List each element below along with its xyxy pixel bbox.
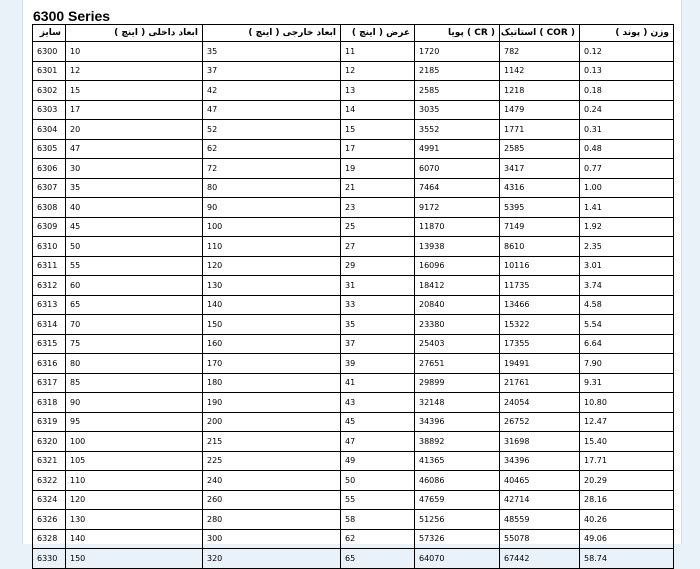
table-header-row bbox=[33, 25, 674, 42]
table-cell: 110 bbox=[203, 237, 341, 257]
table-cell: 49 bbox=[341, 451, 415, 471]
table-cell: 47 bbox=[66, 139, 203, 159]
table-cell: 29 bbox=[341, 256, 415, 276]
table-cell: 34396 bbox=[415, 412, 500, 432]
table-cell: 0.12 bbox=[580, 42, 674, 62]
table-row bbox=[33, 412, 674, 432]
table-cell: 100 bbox=[66, 432, 203, 452]
table-cell: 10116 bbox=[500, 256, 580, 276]
column-header: ابعاد خارجی ( اینچ ) bbox=[203, 25, 341, 42]
table-cell: 1479 bbox=[500, 100, 580, 120]
table-cell: 33 bbox=[341, 295, 415, 315]
table-cell: 17.71 bbox=[580, 451, 674, 471]
table-cell: 120 bbox=[203, 256, 341, 276]
table-cell: 28.16 bbox=[580, 490, 674, 510]
table-cell: 6313 bbox=[33, 295, 66, 315]
table-cell: 40.26 bbox=[580, 510, 674, 530]
table-row bbox=[33, 256, 674, 276]
table-cell: 55 bbox=[341, 490, 415, 510]
table-row bbox=[33, 315, 674, 335]
table-row bbox=[33, 334, 674, 354]
table-cell: 25403 bbox=[415, 334, 500, 354]
table-cell: 6315 bbox=[33, 334, 66, 354]
table-cell: 35 bbox=[66, 178, 203, 198]
table-cell: 64070 bbox=[415, 549, 500, 569]
table-cell: 27 bbox=[341, 237, 415, 257]
table-cell: 6300 bbox=[33, 42, 66, 62]
table-cell: 67442 bbox=[500, 549, 580, 569]
table-cell: 1.92 bbox=[580, 217, 674, 237]
table-cell: 6328 bbox=[33, 529, 66, 549]
table-cell: 120 bbox=[66, 490, 203, 510]
table-row bbox=[33, 198, 674, 218]
table-cell: 7149 bbox=[500, 217, 580, 237]
table-cell: 24054 bbox=[500, 393, 580, 413]
table-cell: 10 bbox=[66, 42, 203, 62]
table-cell: 14 bbox=[341, 100, 415, 120]
table-row bbox=[33, 354, 674, 374]
table-cell: 62 bbox=[203, 139, 341, 159]
table-cell: 782 bbox=[500, 42, 580, 62]
table-cell: 38892 bbox=[415, 432, 500, 452]
table-cell: 41 bbox=[341, 373, 415, 393]
table-cell: 6317 bbox=[33, 373, 66, 393]
table-cell: 170 bbox=[203, 354, 341, 374]
table-cell: 1142 bbox=[500, 61, 580, 81]
table-cell: 31 bbox=[341, 276, 415, 296]
table-cell: 7.90 bbox=[580, 354, 674, 374]
column-header: استاتیک ( COR ) bbox=[500, 25, 580, 42]
table-row bbox=[33, 237, 674, 257]
table-cell: 0.13 bbox=[580, 61, 674, 81]
column-header: ابعاد داخلی ( اینچ ) bbox=[66, 25, 203, 42]
table-cell: 130 bbox=[66, 510, 203, 530]
table-cell: 15.40 bbox=[580, 432, 674, 452]
table-cell: 150 bbox=[66, 549, 203, 569]
table-row bbox=[33, 373, 674, 393]
table-cell: 39 bbox=[341, 354, 415, 374]
table-cell: 95 bbox=[66, 412, 203, 432]
table-cell: 140 bbox=[203, 295, 341, 315]
table-row bbox=[33, 490, 674, 510]
table-cell: 15 bbox=[341, 120, 415, 140]
table-cell: 43 bbox=[341, 393, 415, 413]
table-cell: 52 bbox=[203, 120, 341, 140]
table-cell: 6070 bbox=[415, 159, 500, 179]
table-row bbox=[33, 529, 674, 549]
table-cell: 20.29 bbox=[580, 471, 674, 491]
table-cell: 260 bbox=[203, 490, 341, 510]
table-cell: 3.74 bbox=[580, 276, 674, 296]
table-cell: 12 bbox=[66, 61, 203, 81]
table-cell: 13938 bbox=[415, 237, 500, 257]
document-page bbox=[22, 0, 682, 563]
table-cell: 6321 bbox=[33, 451, 66, 471]
table-cell: 25 bbox=[341, 217, 415, 237]
table-cell: 50 bbox=[66, 237, 203, 257]
table-cell: 1.00 bbox=[580, 178, 674, 198]
table-cell: 6308 bbox=[33, 198, 66, 218]
table-cell: 62 bbox=[341, 529, 415, 549]
table-cell: 32148 bbox=[415, 393, 500, 413]
table-cell: 6304 bbox=[33, 120, 66, 140]
table-cell: 11735 bbox=[500, 276, 580, 296]
table-cell: 11 bbox=[341, 42, 415, 62]
table-cell: 47 bbox=[341, 432, 415, 452]
table-cell: 0.77 bbox=[580, 159, 674, 179]
table-cell: 23 bbox=[341, 198, 415, 218]
table-cell: 8610 bbox=[500, 237, 580, 257]
table-cell: 17 bbox=[341, 139, 415, 159]
table-cell: 50 bbox=[341, 471, 415, 491]
table-cell: 215 bbox=[203, 432, 341, 452]
table-cell: 180 bbox=[203, 373, 341, 393]
table-cell: 17 bbox=[66, 100, 203, 120]
table-cell: 240 bbox=[203, 471, 341, 491]
bearing-spec-table bbox=[32, 24, 674, 569]
table-cell: 58.74 bbox=[580, 549, 674, 569]
table-cell: 90 bbox=[66, 393, 203, 413]
table-cell: 280 bbox=[203, 510, 341, 530]
table-cell: 41365 bbox=[415, 451, 500, 471]
table-cell: 105 bbox=[66, 451, 203, 471]
table-row bbox=[33, 276, 674, 296]
table-cell: 31698 bbox=[500, 432, 580, 452]
table-cell: 29899 bbox=[415, 373, 500, 393]
table-cell: 6318 bbox=[33, 393, 66, 413]
table-cell: 9.31 bbox=[580, 373, 674, 393]
table-cell: 6307 bbox=[33, 178, 66, 198]
table-cell: 65 bbox=[66, 295, 203, 315]
table-cell: 70 bbox=[66, 315, 203, 335]
table-cell: 9172 bbox=[415, 198, 500, 218]
table-cell: 110 bbox=[66, 471, 203, 491]
table-cell: 300 bbox=[203, 529, 341, 549]
table-cell: 0.24 bbox=[580, 100, 674, 120]
table-cell: 4316 bbox=[500, 178, 580, 198]
table-row bbox=[33, 510, 674, 530]
table-cell: 3.01 bbox=[580, 256, 674, 276]
table-cell: 45 bbox=[341, 412, 415, 432]
table-cell: 6316 bbox=[33, 354, 66, 374]
table-cell: 80 bbox=[66, 354, 203, 374]
table-cell: 26752 bbox=[500, 412, 580, 432]
table-cell: 85 bbox=[66, 373, 203, 393]
table-row bbox=[33, 159, 674, 179]
table-cell: 20840 bbox=[415, 295, 500, 315]
table-cell: 12.47 bbox=[580, 412, 674, 432]
table-cell: 2.35 bbox=[580, 237, 674, 257]
table-cell: 49.06 bbox=[580, 529, 674, 549]
table-cell: 42714 bbox=[500, 490, 580, 510]
table-cell: 42 bbox=[203, 81, 341, 101]
table-cell: 6320 bbox=[33, 432, 66, 452]
table-cell: 15322 bbox=[500, 315, 580, 335]
table-cell: 21 bbox=[341, 178, 415, 198]
table-cell: 75 bbox=[66, 334, 203, 354]
table-cell: 6306 bbox=[33, 159, 66, 179]
column-header: سایز bbox=[33, 25, 66, 42]
table-cell: 200 bbox=[203, 412, 341, 432]
table-cell: 65 bbox=[341, 549, 415, 569]
table-cell: 6301 bbox=[33, 61, 66, 81]
table-cell: 55 bbox=[66, 256, 203, 276]
table-cell: 19 bbox=[341, 159, 415, 179]
table-cell: 4.58 bbox=[580, 295, 674, 315]
table-cell: 6326 bbox=[33, 510, 66, 530]
table-cell: 2585 bbox=[415, 81, 500, 101]
table-cell: 4991 bbox=[415, 139, 500, 159]
table-row bbox=[33, 451, 674, 471]
table-cell: 1.41 bbox=[580, 198, 674, 218]
column-header: پویا ( CR ) bbox=[415, 25, 500, 42]
table-row bbox=[33, 100, 674, 120]
table-cell: 3552 bbox=[415, 120, 500, 140]
table-cell: 2185 bbox=[415, 61, 500, 81]
table-cell: 19491 bbox=[500, 354, 580, 374]
table-cell: 1771 bbox=[500, 120, 580, 140]
table-cell: 6.64 bbox=[580, 334, 674, 354]
table-cell: 6312 bbox=[33, 276, 66, 296]
table-cell: 80 bbox=[203, 178, 341, 198]
table-cell: 16096 bbox=[415, 256, 500, 276]
table-row bbox=[33, 178, 674, 198]
page-title: 6300 Series bbox=[33, 8, 111, 24]
table-cell: 6310 bbox=[33, 237, 66, 257]
table-cell: 13 bbox=[341, 81, 415, 101]
table-cell: 0.18 bbox=[580, 81, 674, 101]
table-cell: 150 bbox=[203, 315, 341, 335]
table-cell: 51256 bbox=[415, 510, 500, 530]
table-cell: 130 bbox=[203, 276, 341, 296]
table-cell: 10.80 bbox=[580, 393, 674, 413]
table-cell: 6302 bbox=[33, 81, 66, 101]
table-cell: 37 bbox=[203, 61, 341, 81]
table-cell: 27651 bbox=[415, 354, 500, 374]
table-body bbox=[33, 42, 674, 569]
table-cell: 48559 bbox=[500, 510, 580, 530]
table-cell: 35 bbox=[203, 42, 341, 62]
table-cell: 1218 bbox=[500, 81, 580, 101]
table-cell: 190 bbox=[203, 393, 341, 413]
table-cell: 3417 bbox=[500, 159, 580, 179]
table-cell: 5395 bbox=[500, 198, 580, 218]
table-cell: 60 bbox=[66, 276, 203, 296]
table-cell: 6303 bbox=[33, 100, 66, 120]
table-cell: 12 bbox=[341, 61, 415, 81]
table-cell: 40465 bbox=[500, 471, 580, 491]
table-cell: 15 bbox=[66, 81, 203, 101]
table-cell: 140 bbox=[66, 529, 203, 549]
table-cell: 5.54 bbox=[580, 315, 674, 335]
table-cell: 13466 bbox=[500, 295, 580, 315]
table-row bbox=[33, 61, 674, 81]
table-cell: 57326 bbox=[415, 529, 500, 549]
table-row bbox=[33, 549, 674, 569]
table-cell: 7464 bbox=[415, 178, 500, 198]
table-cell: 0.31 bbox=[580, 120, 674, 140]
table-cell: 72 bbox=[203, 159, 341, 179]
table-cell: 47659 bbox=[415, 490, 500, 510]
table-cell: 3035 bbox=[415, 100, 500, 120]
table-row bbox=[33, 217, 674, 237]
table-row bbox=[33, 432, 674, 452]
table-cell: 320 bbox=[203, 549, 341, 569]
table-cell: 1720 bbox=[415, 42, 500, 62]
table-cell: 160 bbox=[203, 334, 341, 354]
table-cell: 225 bbox=[203, 451, 341, 471]
table-cell: 6322 bbox=[33, 471, 66, 491]
table-cell: 6324 bbox=[33, 490, 66, 510]
table-cell: 6305 bbox=[33, 139, 66, 159]
table-cell: 58 bbox=[341, 510, 415, 530]
table-row bbox=[33, 120, 674, 140]
table-row bbox=[33, 393, 674, 413]
table-cell: 55078 bbox=[500, 529, 580, 549]
table-cell: 6309 bbox=[33, 217, 66, 237]
table-cell: 21761 bbox=[500, 373, 580, 393]
table-cell: 6330 bbox=[33, 549, 66, 569]
table-cell: 18412 bbox=[415, 276, 500, 296]
table-row bbox=[33, 139, 674, 159]
table-cell: 11870 bbox=[415, 217, 500, 237]
table-cell: 47 bbox=[203, 100, 341, 120]
table-cell: 2585 bbox=[500, 139, 580, 159]
table-cell: 40 bbox=[66, 198, 203, 218]
column-header: وزن ( پوند ) bbox=[580, 25, 674, 42]
table-cell: 34396 bbox=[500, 451, 580, 471]
table-cell: 90 bbox=[203, 198, 341, 218]
table-row bbox=[33, 42, 674, 62]
table-cell: 20 bbox=[66, 120, 203, 140]
table-cell: 45 bbox=[66, 217, 203, 237]
table-cell: 35 bbox=[341, 315, 415, 335]
table-row bbox=[33, 471, 674, 491]
column-header: عرض ( اینچ ) bbox=[341, 25, 415, 42]
table-row bbox=[33, 295, 674, 315]
table-cell: 17355 bbox=[500, 334, 580, 354]
table-cell: 6311 bbox=[33, 256, 66, 276]
table-cell: 37 bbox=[341, 334, 415, 354]
table-cell: 6319 bbox=[33, 412, 66, 432]
table-cell: 0.48 bbox=[580, 139, 674, 159]
table-cell: 100 bbox=[203, 217, 341, 237]
table-cell: 23380 bbox=[415, 315, 500, 335]
table-cell: 30 bbox=[66, 159, 203, 179]
table-cell: 46086 bbox=[415, 471, 500, 491]
table-cell: 6314 bbox=[33, 315, 66, 335]
table-row bbox=[33, 81, 674, 101]
